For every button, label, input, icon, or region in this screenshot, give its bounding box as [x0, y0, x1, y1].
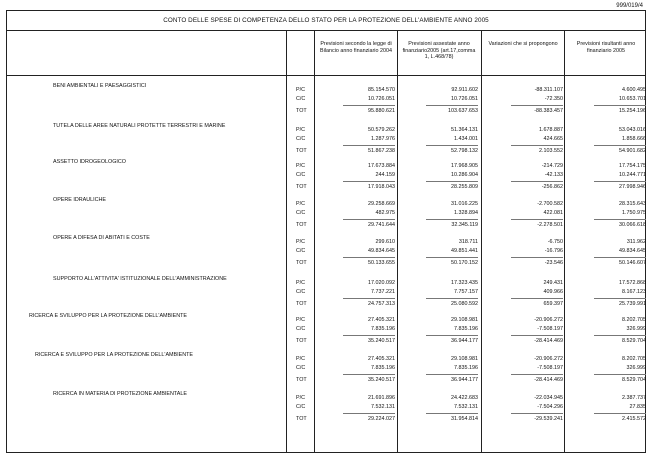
row-code: P/C [296, 201, 305, 207]
cell-value: 17.918.043 [368, 184, 395, 190]
cell-value: 49.834.645 [368, 248, 395, 254]
cell-value: 10.726.051 [451, 96, 478, 102]
cell-value: 1.434.001 [454, 136, 478, 142]
cell-value: 31.954.814 [451, 416, 478, 422]
cell-value: -20.906.272 [534, 356, 563, 362]
cell-value: 7.532.131 [371, 404, 395, 410]
cell-value: 50.133.655 [368, 260, 395, 266]
total-rule [426, 335, 478, 336]
cell-value: 49.851.441 [451, 248, 478, 254]
cell-value: 7.737.221 [371, 289, 395, 295]
column-header: Previsioni secondo la legge di Bilancio anno finanziario 2004 [320, 41, 392, 54]
cell-value: 8.529.704 [622, 338, 646, 344]
cell-value: 24.757.313 [368, 301, 395, 307]
total-rule [426, 298, 478, 299]
cell-value: 7.757.157 [454, 289, 478, 295]
row-code: C/C [296, 96, 306, 102]
cell-value: 1.858.666 [622, 136, 646, 142]
total-rule [343, 335, 395, 336]
cell-value: -72.350 [544, 96, 563, 102]
total-rule [511, 298, 563, 299]
category-label: RICERCA E SVILUPPO PER LA PROTEZIONE DELL'AMBIENTE [35, 352, 193, 358]
cell-value: 27.405.321 [368, 317, 395, 323]
cell-value: -88.311.107 [534, 87, 563, 93]
cell-value: -16.796 [544, 248, 563, 254]
total-rule [594, 181, 646, 182]
cell-value: 28.255.809 [451, 184, 478, 190]
cell-value: 659.397 [543, 301, 563, 307]
cell-value: -7.508.197 [537, 365, 563, 371]
total-rule [426, 105, 478, 106]
cell-value: 482.975 [375, 210, 395, 216]
cell-value: 7.835.196 [454, 326, 478, 332]
cell-value: 35.240.517 [368, 338, 395, 344]
cell-value: 36.944.177 [451, 377, 478, 383]
cell-value: 17.968.905 [451, 163, 478, 169]
row-code: P/C [296, 356, 305, 362]
cell-value: 1.328.894 [454, 210, 478, 216]
cell-value: 27.835 [629, 404, 646, 410]
row-code: P/C [296, 239, 305, 245]
cell-value: -28.414.469 [534, 338, 563, 344]
total-rule [511, 374, 563, 375]
cell-value: 50.579.262 [368, 127, 395, 133]
cell-value: -42.133 [544, 172, 563, 178]
cell-value: 29.741.644 [368, 222, 395, 228]
cell-value: 25.739.991 [619, 301, 646, 307]
cell-value: 29.258.669 [368, 201, 395, 207]
row-code: C/C [296, 365, 306, 371]
cell-value: 50.170.152 [451, 260, 478, 266]
cell-value: 1.750.975 [622, 210, 646, 216]
total-rule [511, 181, 563, 182]
column-header: Previsioni risultanti anno finanziario 2005 [576, 41, 636, 54]
cell-value: 8.202.705 [622, 356, 646, 362]
total-rule [594, 335, 646, 336]
row-code: C/C [296, 172, 306, 178]
cell-value: -88.383.457 [534, 108, 563, 114]
total-rule [343, 145, 395, 146]
cell-value: 29.108.981 [451, 356, 478, 362]
category-label: RICERCA E SVILUPPO PER LA PROTEZIONE DELL'AMBIENTE [29, 313, 187, 319]
category-label: ASSETTO IDROGEOLOGICO [53, 159, 126, 165]
category-label: SUPPORTO ALL'ATTIVITA' ISTITUZIONALE DELL'AMMINISTRAZIONE [53, 276, 227, 282]
total-rule [426, 219, 478, 220]
cell-value: 326.999 [626, 365, 646, 371]
cell-value: 7.835.196 [454, 365, 478, 371]
total-rule [511, 413, 563, 414]
row-code: P/C [296, 317, 305, 323]
cell-value: 30.066.618 [619, 222, 646, 228]
total-rule [594, 257, 646, 258]
cell-value: 27.405.321 [368, 356, 395, 362]
row-code: P/C [296, 87, 305, 93]
row-code: C/C [296, 136, 306, 142]
row-code: TOT [296, 377, 307, 383]
total-rule [426, 257, 478, 258]
cell-value: 49.834.645 [619, 248, 646, 254]
cell-value: -20.906.272 [534, 317, 563, 323]
divider [481, 31, 482, 452]
divider [564, 31, 565, 452]
cell-value: -6.750 [547, 239, 563, 245]
total-rule [594, 413, 646, 414]
row-code: TOT [296, 148, 307, 154]
cell-value: 8.529.704 [622, 377, 646, 383]
cell-value: 35.240.517 [368, 377, 395, 383]
total-rule [343, 413, 395, 414]
total-rule [594, 298, 646, 299]
cell-value: 54.901.682 [619, 148, 646, 154]
row-code: TOT [296, 338, 307, 344]
cell-value: -2.700.582 [537, 201, 563, 207]
cell-value: 52.798.132 [451, 148, 478, 154]
category-label: RICERCA IN MATERIA DI PROTEZIONE AMBIENTALE [53, 391, 187, 397]
category-label: OPERE IDRAULICHE [53, 197, 107, 203]
cell-value: 409.966 [543, 289, 563, 295]
cell-value: 32.345.119 [451, 222, 478, 228]
total-rule [426, 181, 478, 182]
cell-value: 244.159 [375, 172, 395, 178]
row-code: TOT [296, 301, 307, 307]
row-code: P/C [296, 163, 305, 169]
cell-value: 10.244.771 [619, 172, 646, 178]
cell-value: 21.691.896 [368, 395, 395, 401]
total-rule [343, 374, 395, 375]
row-code: TOT [296, 222, 307, 228]
cell-value: 17.020.092 [368, 280, 395, 286]
cell-value: -23.546 [544, 260, 563, 266]
category-label: OPERE A DIFESA DI ABITATI E COSTE [53, 235, 150, 241]
cell-value: 299.610 [375, 239, 395, 245]
cell-value: 2.415.572 [622, 416, 646, 422]
cell-value: -214.729 [541, 163, 563, 169]
total-rule [594, 145, 646, 146]
cell-value: 17.323.435 [451, 280, 478, 286]
row-code: P/C [296, 280, 305, 286]
category-label: TUTELA DELLE AREE NATURALI PROTETTE TERRESTRI E MARINE [53, 123, 226, 129]
total-rule [343, 219, 395, 220]
cell-value: 25.080.592 [451, 301, 478, 307]
row-code: TOT [296, 184, 307, 190]
total-rule [426, 413, 478, 414]
cell-value: 36.944.177 [451, 338, 478, 344]
column-header: Previsioni assestate anno finanziario2005 (art.17,comma 1, L.468/78) [402, 41, 476, 61]
divider [314, 31, 315, 452]
cell-value: 24.422.683 [451, 395, 478, 401]
spending-table [6, 10, 646, 453]
divider [397, 31, 398, 452]
cell-value: -7.504.296 [537, 404, 563, 410]
cell-value: 28.315.643 [619, 201, 646, 207]
row-code: P/C [296, 127, 305, 133]
row-code: C/C [296, 326, 306, 332]
total-rule [594, 219, 646, 220]
cell-value: 7.532.131 [454, 404, 478, 410]
cell-value: 10.653.701 [619, 96, 646, 102]
total-rule [594, 105, 646, 106]
row-code: TOT [296, 260, 307, 266]
table-title: CONTO DELLE SPESE DI COMPETENZA DELLO STATO PER LA PROTEZIONE DELL'AMBIENTE ANNO 2005 [7, 11, 645, 31]
row-code: C/C [296, 248, 306, 254]
row-code: TOT [296, 416, 307, 422]
cell-value: 4.600.495 [622, 87, 646, 93]
cell-value: 53.043.016 [619, 127, 646, 133]
row-code: P/C [296, 395, 305, 401]
total-rule [511, 145, 563, 146]
cell-value: -7.508.197 [537, 326, 563, 332]
total-rule [343, 105, 395, 106]
cell-value: 10.286.904 [451, 172, 478, 178]
row-code: C/C [296, 210, 306, 216]
cell-value: -28.414.469 [534, 377, 563, 383]
category-label: BENI AMBIENTALI E PAESAGGISTICI [53, 83, 147, 89]
cell-value: -29.539.241 [534, 416, 563, 422]
divider [286, 31, 287, 452]
cell-value: 15.254.196 [619, 108, 646, 114]
cell-value: 7.835.196 [371, 365, 395, 371]
header-divider [7, 75, 645, 76]
cell-value: 424.665 [543, 136, 563, 142]
cell-value: 85.154.570 [368, 87, 395, 93]
cell-value: 27.998.946 [619, 184, 646, 190]
row-code: C/C [296, 289, 306, 295]
total-rule [343, 181, 395, 182]
total-rule [594, 374, 646, 375]
cell-value: 2.103.552 [539, 148, 563, 154]
cell-value: 29.108.981 [451, 317, 478, 323]
page-code: 999/019/4 [616, 3, 643, 9]
cell-value: 51.867.238 [368, 148, 395, 154]
cell-value: 1.678.887 [539, 127, 563, 133]
cell-value: 311.962 [626, 239, 646, 245]
cell-value: 326.999 [626, 326, 646, 332]
cell-value: 31.016.225 [451, 201, 478, 207]
cell-value: 1.287.976 [371, 136, 395, 142]
cell-value: 92.911.602 [451, 87, 478, 93]
cell-value: 51.364.131 [451, 127, 478, 133]
total-rule [511, 335, 563, 336]
total-rule [426, 374, 478, 375]
total-rule [511, 219, 563, 220]
row-code: TOT [296, 108, 307, 114]
cell-value: 2.387.737 [622, 395, 646, 401]
cell-value: 249.431 [543, 280, 563, 286]
cell-value: 103.637.653 [448, 108, 478, 114]
cell-value: 7.835.196 [371, 326, 395, 332]
cell-value: 8.202.705 [622, 317, 646, 323]
total-rule [343, 257, 395, 258]
total-rule [511, 105, 563, 106]
cell-value: 50.146.607 [619, 260, 646, 266]
row-code: C/C [296, 404, 306, 410]
cell-value: 422.081 [543, 210, 563, 216]
cell-value: 17.673.884 [368, 163, 395, 169]
total-rule [343, 298, 395, 299]
cell-value: 17.572.868 [619, 280, 646, 286]
cell-value: 10.726.051 [368, 96, 395, 102]
cell-value: 95.880.621 [368, 108, 395, 114]
total-rule [426, 145, 478, 146]
cell-value: 17.754.175 [619, 163, 646, 169]
cell-value: 318.711 [458, 239, 478, 245]
cell-value: -22.034.945 [534, 395, 563, 401]
cell-value: -2.278.501 [537, 222, 563, 228]
column-header: Variazioni che si propongono [488, 41, 558, 47]
total-rule [511, 257, 563, 258]
cell-value: -256.862 [541, 184, 563, 190]
cell-value: 29.224.027 [368, 416, 395, 422]
cell-value: 8.167.123 [622, 289, 646, 295]
